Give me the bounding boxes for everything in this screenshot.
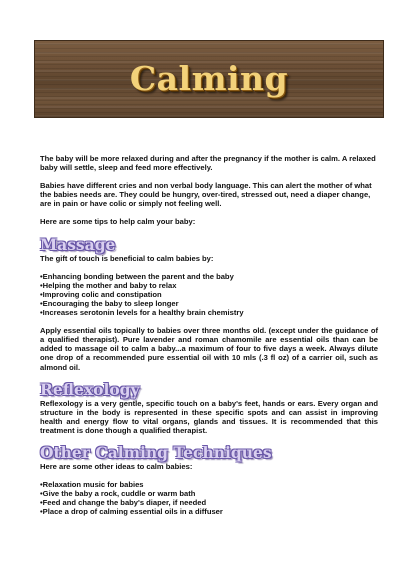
intro-paragraph-3: Here are some tips to help calm your baby: bbox=[40, 217, 196, 227]
list-item: • Give the baby a rock, cuddle or warm bath bbox=[40, 489, 378, 498]
page-title: Calming bbox=[129, 59, 289, 98]
massage-lead: The gift of touch is beneficial to calm babies by: bbox=[40, 253, 214, 263]
list-item: • Improving colic and constipation bbox=[40, 290, 378, 299]
massage-benefits-list bbox=[40, 272, 378, 317]
other-techniques-lead: Here are some other ideas to calm babies: bbox=[40, 461, 193, 471]
reflexology-paragraph: Reflexology is a very gentle, specific touch on a baby's feet, hands or ears. Every organ and structure in the body is represented in these specific spots and can assist in improving health and energy flow to vital organs, glands and tissues. It is recommended that this treatment is done though a qualified therapist. bbox=[40, 398, 378, 435]
list-item: • Relaxation music for babies bbox=[40, 480, 378, 489]
other-techniques-list bbox=[40, 480, 378, 516]
title-banner bbox=[34, 40, 384, 118]
document-body bbox=[40, 154, 378, 525]
essential-oils-paragraph: Apply essential oils topically to babies over three months old. (except under the guidance of a qualified therapist). Pure lavender and roman chamomile are essential oils than can be added to massage oil to calm a baby...a maximum of four to five days a week. Always dilute one drop of a recommended pure essential oil with 10 mls (.3 fl oz) of a carrier oil, such as almond oil. bbox=[40, 326, 378, 372]
intro-paragraph-1: The baby will be more relaxed during and after the pregnancy if the mother is calm. A relaxed baby will settle, sleep and feed more effectively. bbox=[40, 154, 376, 173]
intro-paragraph-2: Babies have different cries and non verbal body language. This can alert the mother of what the babies needs are. They could be hungry, over-tired, stressed out, need a diaper change, are in pain or have colic or simply not feeling well. bbox=[40, 181, 372, 209]
list-item: • Helping the mother and baby to relax bbox=[40, 281, 378, 290]
other-techniques-heading: Other Calming Techniques bbox=[40, 442, 272, 462]
reflexology-heading: Reflexology bbox=[40, 379, 140, 399]
list-item: • Increases serotonin levels for a healthy brain chemistry bbox=[40, 308, 378, 317]
list-item: • Encouraging the baby to sleep longer bbox=[40, 299, 378, 308]
list-item: • Place a drop of calming essential oils in a diffuser bbox=[40, 507, 378, 516]
list-item: • Feed and change the baby's diaper, if needed bbox=[40, 498, 378, 507]
list-item: • Enhancing bonding between the parent and the baby bbox=[40, 272, 378, 281]
massage-heading: Massage bbox=[40, 234, 116, 254]
